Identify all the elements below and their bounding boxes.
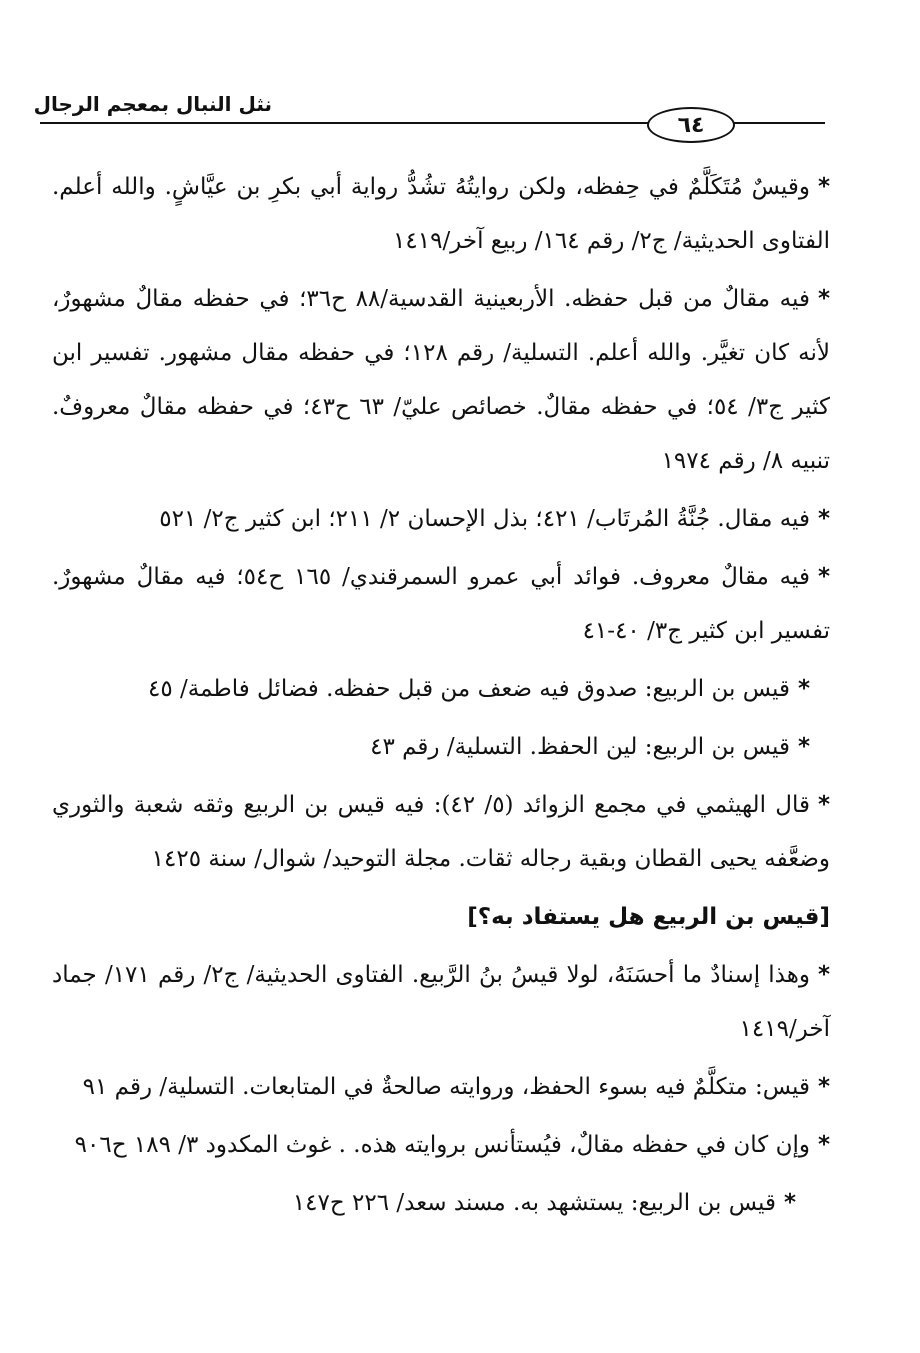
section-heading [52, 890, 830, 944]
entry-text: قيس بن الربيع: يستشهد به. مسند سعد/ ٢٢٦ ح١٤٧ [292, 1190, 776, 1216]
entry-text: وهذا إسنادٌ ما أحسَنَهُ، لولا قيسُ بنُ الرَّبيع. الفتاوى الحديثية/ ج٢/ رقم ١٧١/ جماد آخر/١٤١٩ [52, 962, 830, 1042]
entry-7 [52, 778, 830, 886]
page-header [0, 0, 920, 150]
section-heading-text: [قيس بن الربيع هل يستفاد به؟] [467, 904, 830, 930]
bullet-asterisk: * [817, 1132, 830, 1158]
entry-11 [52, 1176, 830, 1230]
bullet-asterisk: * [797, 734, 810, 760]
page-body [52, 160, 830, 1234]
entry-9 [52, 1060, 830, 1114]
entry-3 [52, 492, 830, 546]
entry-4 [52, 550, 830, 658]
bullet-asterisk: * [817, 564, 830, 590]
entry-text: قيس: متكلَّمٌ فيه بسوء الحفظ، وروايته صالحةٌ في المتابعات. التسلية/ رقم ٩١ [82, 1074, 810, 1100]
entry-text: قيس بن الربيع: صدوق فيه ضعف من قبل حفظه. فضائل فاطمة/ ٤٥ [147, 676, 790, 702]
bullet-asterisk: * [783, 1190, 796, 1216]
page-number: ٦٤ [647, 107, 735, 143]
entry-5 [52, 662, 830, 716]
entry-10 [52, 1118, 830, 1172]
bullet-asterisk: * [817, 792, 830, 818]
entry-text: فيه مقالٌ معروف. فوائد أبي عمرو السمرقندي/ ١٦٥ ح٥٤؛ فيه مقالٌ مشهورٌ. تفسير ابن كثير ج٣/ ٤٠-٤١ [52, 564, 830, 644]
entry-1 [52, 160, 830, 268]
bullet-asterisk: * [817, 506, 830, 532]
entry-text: فيه مقال. جُنَّةُ المُرتَاب/ ٤٢١؛ بذل الإحسان ٢/ ٢١١؛ ابن كثير ج٢/ ٥٢١ [159, 506, 810, 532]
bullet-asterisk: * [817, 174, 830, 200]
book-title: نثل النبال بمعجم الرجال [33, 92, 272, 116]
entry-text: قال الهيثمي في مجمع الزوائد (٥/ ٤٢): فيه قيس بن الربيع وثقه شعبة والثوري وضعَّفه يحيى القطان وبقية رجاله ثقات. مجلة التوحيد/ شوال/ سنة ١٤٢٥ [52, 792, 830, 872]
entry-text: وقيسٌ مُتَكَلَّمٌ في حِفظه، ولكن روايتُهُ تشُدُّ رواية أبي بكرِ بن عيَّاشٍ. والله أعلم. الفتاوى الحديثية/ ج٢/ رقم ١٦٤/ ربيع آخر/١٤١٩ [52, 174, 830, 254]
entry-text: وإن كان في حفظه مقالٌ، فيُستأنس بروايته هذه. . غوث المكدود ٣/ ١٨٩ ح٩٠٦ [74, 1132, 810, 1158]
entry-8 [52, 948, 830, 1056]
entry-2 [52, 272, 830, 488]
entry-6 [52, 720, 830, 774]
bullet-asterisk: * [797, 676, 810, 702]
bullet-asterisk: * [817, 286, 830, 312]
bullet-asterisk: * [817, 962, 830, 988]
entry-text: فيه مقالٌ من قبل حفظه. الأربعينية القدسية/٨٨ ح٣٦؛ في حفظه مقالٌ مشهورٌ، لأنه كان تغيَّر. والله أعلم. التسلية/ رقم ١٢٨؛ في حفظه مقال مشهور. تفسير ابن كثير ج٣/ ٥٤؛ في حفظه مقالٌ. خصائص عليّ/ ٦٣ ح٤٣؛ في حفظه مقالٌ معروفٌ. تنبيه ٨/ رقم ١٩٧٤ [52, 286, 830, 474]
bullet-asterisk: * [817, 1074, 830, 1100]
entry-text: قيس بن الربيع: لين الحفظ. التسلية/ رقم ٤٣ [370, 734, 790, 760]
